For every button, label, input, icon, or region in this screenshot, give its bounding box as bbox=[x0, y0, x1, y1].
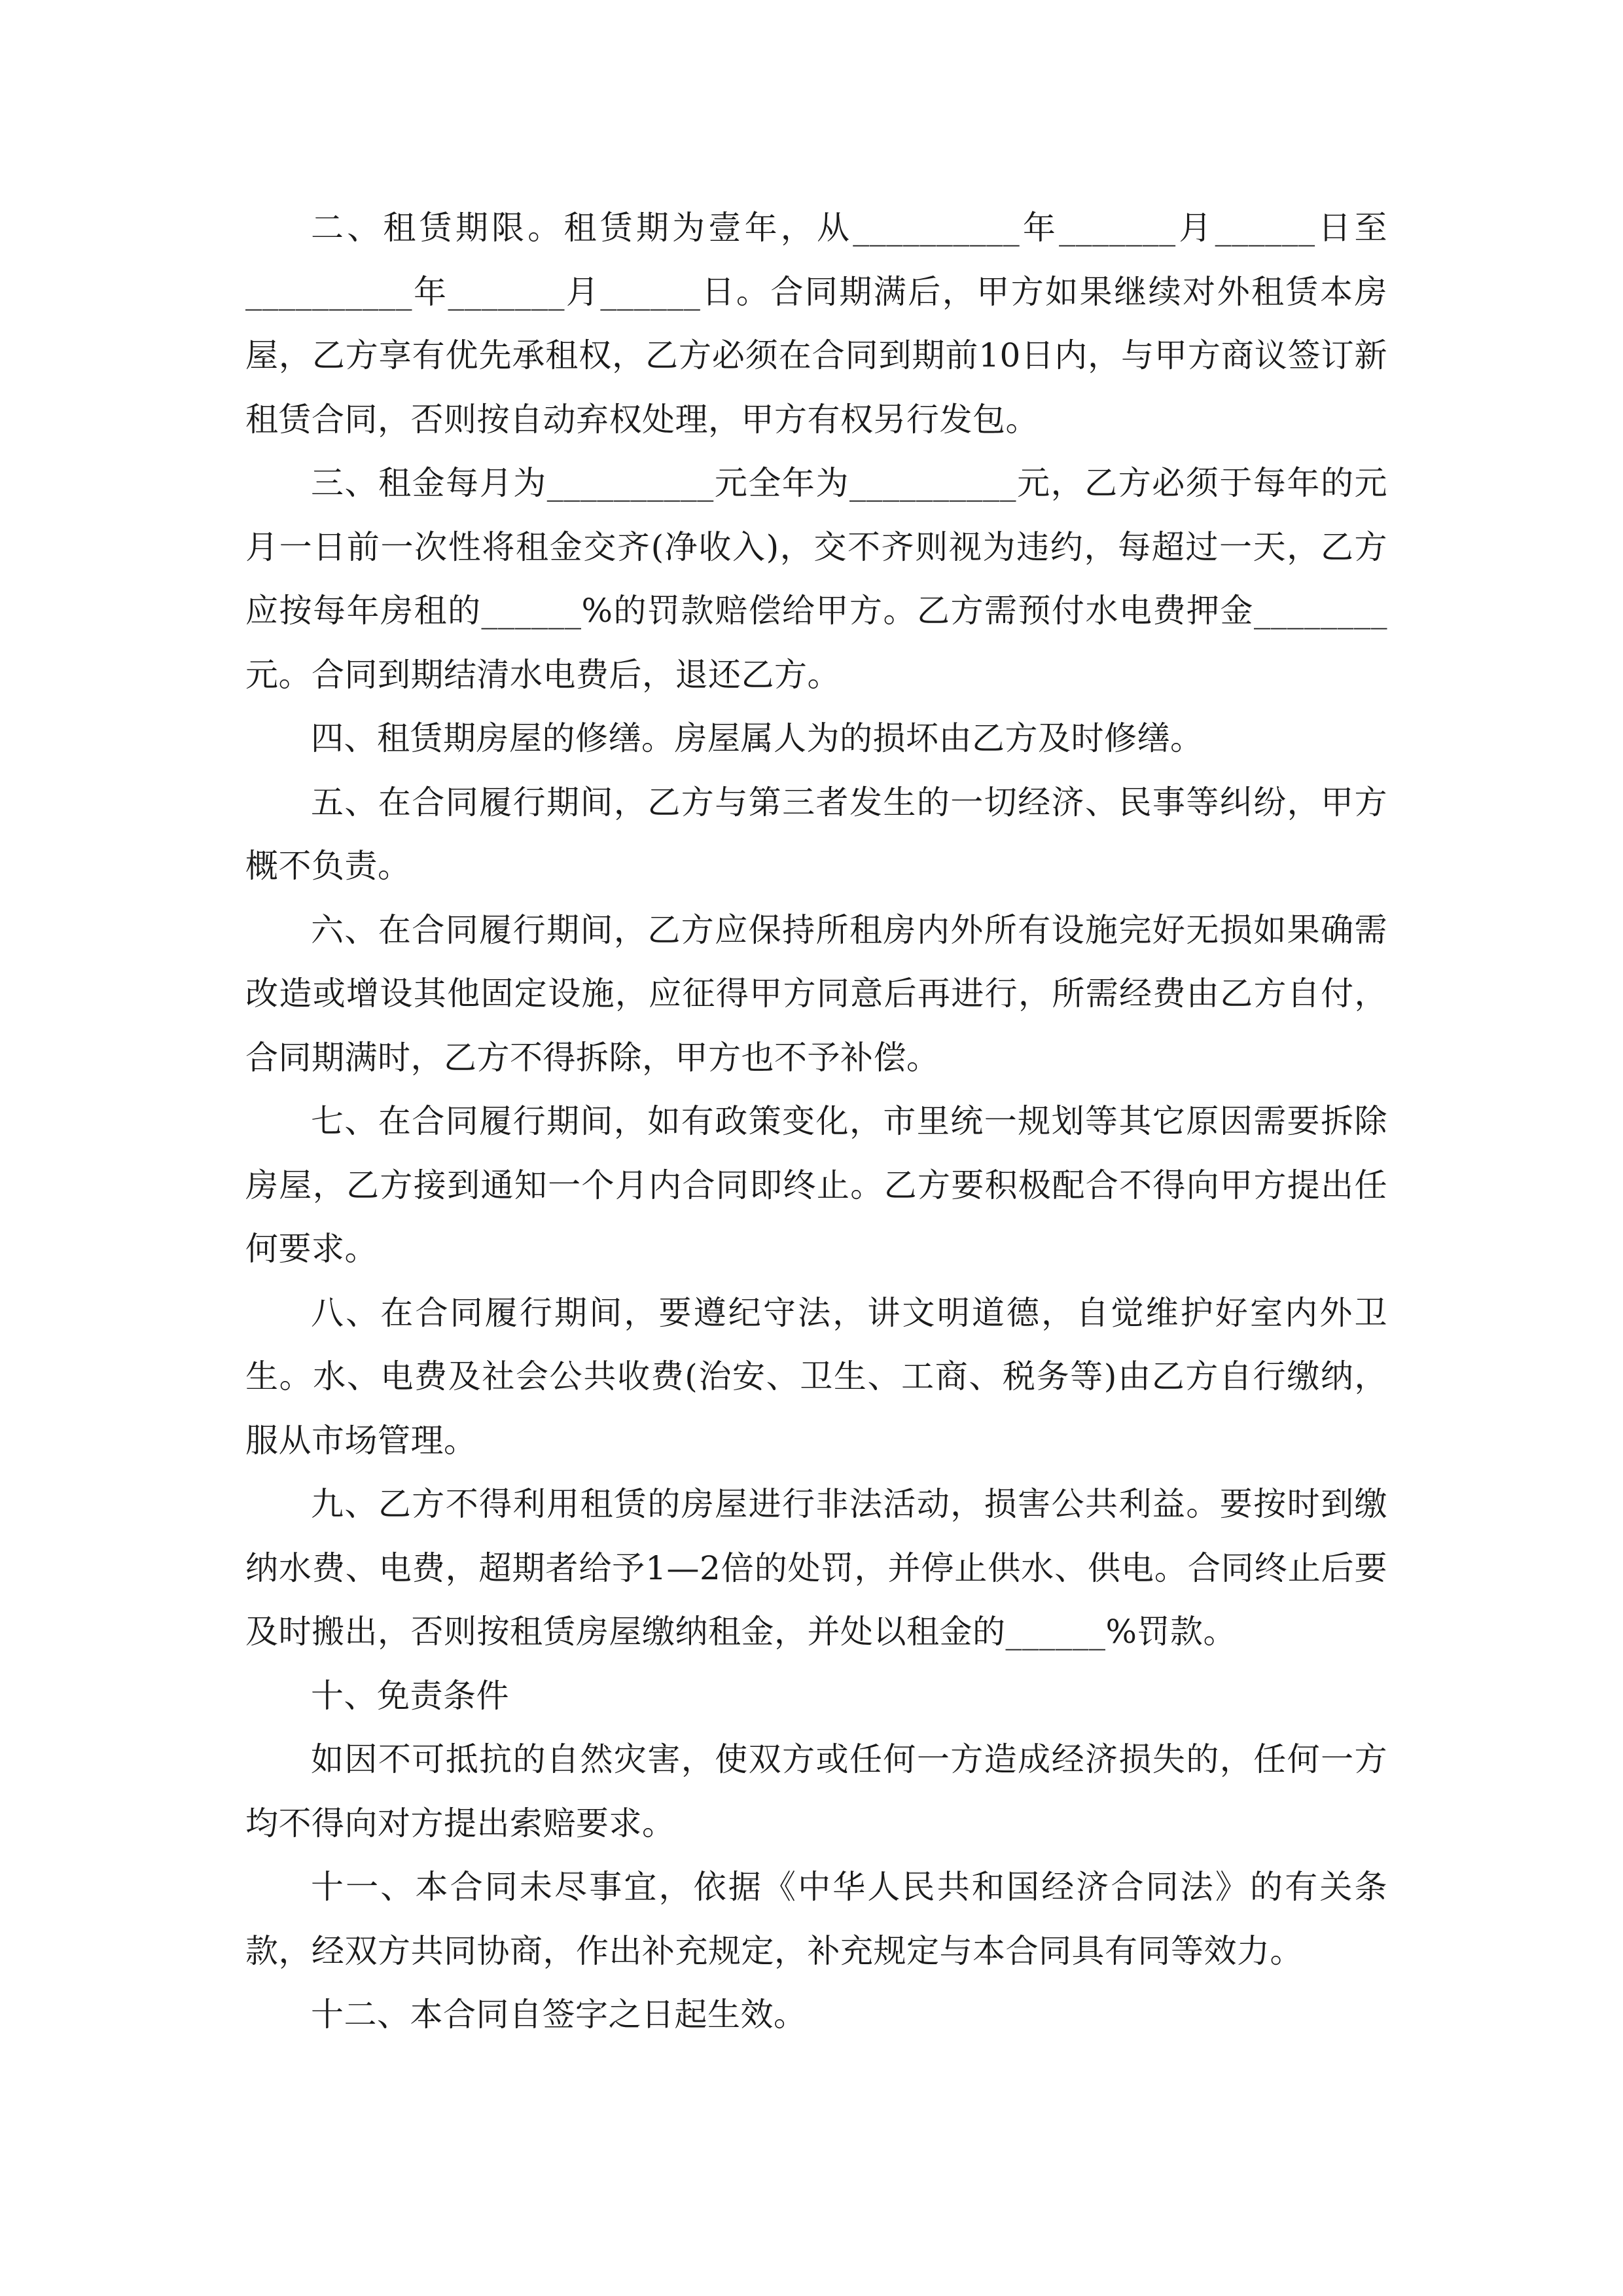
contract-body bbox=[245, 196, 1387, 2047]
clause-4-paragraph: 四、租赁期房屋的修缮。房屋属人为的损坏由乙方及时修缮。 bbox=[311, 719, 1204, 757]
clause-12-paragraph: 十二、本合同自签字之日起生效。 bbox=[311, 1996, 807, 2034]
clause-5-paragraph: 五、在合同履行期间，乙方与第三者发生的一切经济、民事等纠纷，甲方概不负责。 bbox=[245, 783, 1387, 885]
clause-11-paragraph: 十一、本合同未尽事宜，依据《中华人民共和国经济合同法》的有关条款，经双方共同协商，作出补充规定，补充规定与本合同具有同等效力。 bbox=[245, 1868, 1387, 1970]
clause-9-paragraph: 九、乙方不得利用租赁的房屋进行非法活动，损害公共利益。要按时到缴纳水费、电费，超期者给予1—2倍的处罚，并停止供水、供电。合同终止后要及时搬出，否则按租赁房屋缴纳租金，并处以租金的______%罚款。 bbox=[245, 1485, 1387, 1651]
clause-7-paragraph: 七、在合同履行期间，如有政策变化，市里统一规划等其它原因需要拆除房屋，乙方接到通知一个月内合同即终止。乙方要积极配合不得向甲方提出任何要求。 bbox=[245, 1102, 1387, 1268]
clause-3-paragraph: 三、租金每月为__________元全年为__________元，乙方必须于每年的元月一日前一次性将租金交齐(净收入)，交不齐则视为违约，每超过一天，乙方应按每年房租的______%的罚款赔偿给甲方。乙方需预付水电费押金________元。合同到期结清水电费后，退还乙方。 bbox=[245, 464, 1387, 694]
clause-10-heading: 十、免责条件 bbox=[311, 1676, 509, 1715]
clause-6-paragraph: 六、在合同履行期间，乙方应保持所租房内外所有设施完好无损如果确需改造或增设其他固定设施，应征得甲方同意后再进行，所需经费由乙方自付，合同期满时，乙方不得拆除，甲方也不予补偿。 bbox=[245, 910, 1387, 1077]
clause-2-paragraph: 二、租赁期限。租赁期为壹年，从__________年_______月______日至__________年_______月______日。合同期满后，甲方如果继续对外租赁本房屋，乙方享有优先承租权，乙方必须在合同到期前10日内，与甲方商议签订新租赁合同，否则按自动弃权处理，甲方有权另行发包。 bbox=[245, 209, 1387, 439]
clause-8-paragraph: 八、在合同履行期间，要遵纪守法，讲文明道德，自觉维护好室内外卫生。水、电费及社会公共收费(治安、卫生、工商、税务等)由乙方自行缴纳，服从市场管理。 bbox=[245, 1293, 1387, 1460]
clause-10-body: 如因不可抵抗的自然灾害，使双方或任何一方造成经济损失的，任何一方均不得向对方提出索赔要求。 bbox=[245, 1740, 1387, 1842]
